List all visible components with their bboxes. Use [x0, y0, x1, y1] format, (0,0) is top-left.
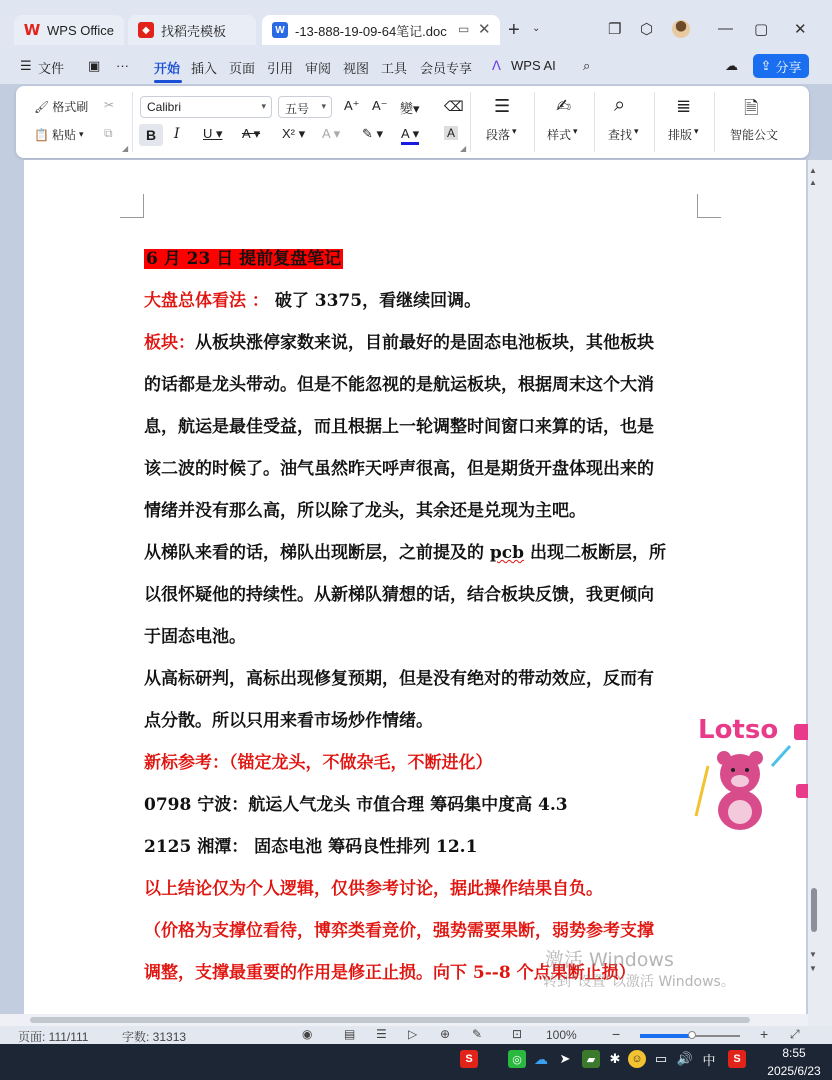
close-window-icon[interactable]: ✕ — [794, 21, 807, 38]
fullscreen-icon[interactable]: ⤢ — [790, 1027, 800, 1041]
text-line: 以很怀疑他的持续性。从新梯队猜想的话，结合板块反馈，我更倾向 — [144, 585, 654, 605]
styles-icon: ✍ — [556, 96, 572, 116]
page-view-icon[interactable]: ▤ — [344, 1027, 356, 1041]
grow-font-icon[interactable]: A⁺ — [344, 98, 360, 113]
ladder-text: 出现二板断层，所 — [524, 543, 666, 563]
menu-member[interactable]: 会员专享 — [420, 61, 473, 76]
font-color-icon[interactable]: A ▾ — [401, 126, 419, 145]
format-painter-button[interactable] — [34, 98, 88, 115]
layout-label: 排版 — [668, 128, 693, 142]
fit-icon[interactable]: ⊡ — [512, 1027, 523, 1041]
menu-view[interactable]: 视图 — [343, 61, 370, 76]
paragraph-label: 段落 — [486, 128, 511, 142]
page-up-icon[interactable]: ▲ — [809, 178, 817, 187]
highlight-icon[interactable]: ✎ ▾ — [362, 126, 384, 141]
font-size: 五号 — [285, 102, 310, 116]
eye-icon[interactable]: ◉ — [302, 1027, 313, 1041]
avatar[interactable] — [672, 20, 690, 38]
text-line: 从高标研判，高标出现修复预期，但是没有绝对的带动效应，反而有 — [144, 669, 654, 689]
ladder-line — [144, 532, 704, 574]
margin-corner-left — [120, 194, 144, 218]
brush-icon: 🖌 — [34, 99, 50, 114]
share-label: 分享 — [775, 59, 802, 75]
find-label: 查找 — [608, 128, 633, 142]
sector-label: 板块： — [144, 333, 195, 353]
scroll-thumb[interactable] — [811, 888, 817, 932]
stock-line: 0798 宁波：航运人气龙头 市值合理 筹码集中度高 4.3 — [144, 795, 568, 815]
paste-button[interactable]: 📋 粘贴 ▾ — [34, 127, 84, 142]
volume-icon[interactable]: 🔊 — [676, 1051, 694, 1066]
tab-template[interactable] — [128, 15, 256, 45]
zoom-slider-knob[interactable] — [688, 1031, 696, 1039]
sector-text: 从板块涨停家数来说，目前最好的是固态电池板块，其他板块 — [195, 333, 654, 353]
smart-doc-icon: 🗎 — [744, 98, 759, 118]
shrink-font-icon[interactable]: A⁻ — [372, 98, 388, 113]
network-icon[interactable]: ▭ — [654, 1051, 668, 1066]
page-indicator[interactable]: 页面: 111/111 — [18, 1030, 89, 1044]
bold-button[interactable]: B — [139, 124, 163, 146]
active-tab-indicator — [154, 80, 182, 83]
zoom-level[interactable]: 100% — [546, 1028, 577, 1042]
sector-line — [144, 322, 704, 364]
ribbon-toolbar: 🖌 格式刷 ✂ 📋 粘贴 ▾ ⧉ ◢ Calibri ▾ 五号 ▾ A⁺ A⁻ 變▾ ⌫ B I U ▾ A ▾ X² ▾ A ▾ ✎ ▾ A ▾ A ◢ ☰ 段落 ▾ ✍ 样式 ▾ ⌕ 查找 ▾ ≣ 排版 ▾ 🗎 智能公文 — [16, 86, 809, 158]
page-down-icon[interactable]: ▼ — [809, 964, 817, 973]
expand-icon[interactable]: ◢ — [460, 144, 467, 153]
text-effect-icon[interactable]: A ▾ — [322, 126, 341, 141]
menu-bar — [0, 48, 832, 84]
italic-button[interactable]: I — [174, 126, 180, 142]
font-name: Calibri — [147, 100, 182, 114]
share-icon: ⇪ — [760, 58, 772, 73]
layout-icon: ≣ — [676, 96, 692, 116]
menu-insert[interactable]: 插入 — [191, 61, 218, 76]
lotso-sticker[interactable] — [690, 706, 810, 836]
tab-label: -13-888-19-09-64笔记.doc — [295, 23, 447, 39]
activation-watermark: 激活 Windows — [545, 949, 674, 971]
disclaimer: 以上结论仅为个人逻辑，仅供参考讨论，据此操作结果自负。 — [144, 879, 603, 899]
chevron-down-icon: ▾ — [321, 101, 326, 111]
ime-indicator[interactable]: 中 — [702, 1052, 716, 1068]
text-line: 息，航运是最佳受益，而且根据上一轮调整时间窗口来算的话，也是 — [144, 417, 654, 437]
close-tab-icon[interactable]: ✕ — [478, 21, 491, 38]
minimize-icon[interactable]: — — [718, 20, 733, 37]
zoom-slider-fill — [640, 1034, 692, 1038]
web-view-icon[interactable]: ⊕ — [440, 1027, 451, 1041]
search-icon[interactable]: ⌕ — [583, 58, 591, 73]
wps-taskbar-icon[interactable]: S — [460, 1050, 478, 1068]
menu-home[interactable]: 开始 — [154, 61, 181, 76]
document-body[interactable] — [144, 238, 704, 994]
maximize-icon[interactable]: ▢ — [754, 21, 769, 38]
char-shading-icon[interactable]: A — [444, 126, 458, 140]
tab-label: 找稻壳模板 — [161, 23, 227, 39]
menu-wps-ai[interactable]: WPS AI — [511, 58, 556, 73]
tab-document[interactable] — [262, 15, 500, 45]
scroll-down-icon[interactable]: ▼ — [809, 950, 817, 959]
underline-button[interactable]: U ▾ — [203, 126, 223, 141]
wps-ai-icon: ᐱ — [492, 58, 501, 73]
expand-icon[interactable]: ◢ — [122, 144, 129, 153]
sticker-text: Lotso — [698, 715, 779, 745]
cube-icon[interactable]: ⬡ — [640, 21, 654, 38]
magnifier-icon: ⌕ — [614, 94, 626, 116]
menu-tools[interactable]: 工具 — [381, 61, 408, 76]
margin-corner-right — [697, 194, 721, 218]
wps-logo-icon: W — [23, 21, 41, 39]
clipboard-icon: 📋 — [34, 127, 49, 142]
sogou-icon[interactable]: S — [728, 1050, 746, 1068]
divider — [594, 92, 595, 152]
system-clock[interactable] — [756, 1044, 832, 1080]
phonetic-icon[interactable]: 變▾ — [400, 101, 420, 116]
divider — [470, 92, 471, 152]
market-line — [144, 280, 704, 322]
menu-file[interactable]: 文件 — [38, 61, 65, 76]
new-tab-icon[interactable]: + — [508, 19, 520, 41]
font-size-select[interactable] — [278, 96, 332, 118]
window-icon[interactable]: ▭ — [458, 22, 470, 36]
cut-icon[interactable]: ✂ — [104, 98, 115, 112]
play-icon[interactable]: ▷ — [408, 1027, 418, 1041]
menu-review[interactable]: 审阅 — [305, 61, 332, 76]
font-family-select[interactable] — [140, 96, 272, 118]
bluetooth-icon[interactable]: ✱ — [609, 1051, 621, 1066]
outline-view-icon[interactable]: ☰ — [376, 1027, 387, 1041]
cloud-icon[interactable]: ☁ — [534, 1050, 548, 1067]
eraser-icon[interactable]: ⌫ — [444, 98, 464, 114]
text-line: 情绪并没有那么高，所以除了龙头，其余还是兑现为主吧。 — [144, 501, 586, 521]
share-button[interactable] — [753, 54, 809, 78]
save-icon[interactable]: ▣ — [88, 58, 101, 73]
note-line: 调整，支撑最重要的作用是修正止损。向下 5--8 个点果断止损） — [144, 963, 636, 983]
nvidia-icon[interactable]: ▰ — [582, 1050, 600, 1068]
paragraph-icon: ☰ — [494, 96, 511, 116]
stock-line: 2125 湘潭： 固态电池 筹码良性排列 12.1 — [144, 837, 478, 857]
text-line: 点分散。所以只用来看市场炒作情绪。 — [144, 711, 433, 731]
styles-label: 样式 — [547, 128, 572, 142]
pen-icon[interactable]: ✎ — [472, 1027, 483, 1041]
activation-watermark-sub: 转到"设置"以激活 Windows。 — [543, 974, 735, 990]
cursor-icon[interactable]: ➤ — [559, 1051, 571, 1066]
chevron-down-icon[interactable]: ⌄ — [532, 23, 541, 34]
market-text: 破了 3375，看继续回调。 — [274, 291, 482, 311]
divider — [132, 92, 133, 152]
text-line: 于固态电池。 — [144, 627, 246, 647]
scroll-up-icon[interactable]: ▲ — [809, 166, 817, 175]
doc-title: 6 月 23 日 提前复盘笔记 — [146, 249, 342, 269]
market-label: 大盘总体看法 ： — [144, 291, 269, 311]
ladder-text: 从梯队来看的话，梯队出现断层，之前提及的 — [144, 543, 490, 563]
more-icon[interactable]: ··· — [116, 58, 129, 73]
word-doc-icon: W — [272, 22, 288, 38]
copy-icon[interactable]: ⧉ — [104, 126, 113, 140]
daoke-icon: ◆ — [138, 22, 154, 38]
ref-title: 新标参考：（锚定龙头，不做杂毛，不断进化） — [144, 753, 493, 773]
divider — [534, 92, 535, 152]
qq-icon[interactable]: ☺ — [628, 1050, 646, 1068]
format-painter-label: 格式刷 — [52, 100, 89, 114]
divider — [714, 92, 715, 152]
strikethrough-button[interactable]: A ▾ — [242, 126, 261, 141]
menu-reference[interactable]: 引用 — [267, 61, 294, 76]
menu-page[interactable]: 页面 — [229, 61, 256, 76]
hamburger-icon[interactable]: ☰ — [20, 58, 32, 73]
doc-title-line — [144, 238, 704, 280]
word-count[interactable]: 字数: 31313 — [122, 1030, 187, 1044]
text-line: 该二波的时候了。油气虽然昨天呼声很高，但是期货开盘体现出来的 — [144, 459, 654, 479]
horizontal-scroll-thumb[interactable] — [30, 1017, 750, 1023]
clock-date: 2025/6/23 — [767, 1064, 821, 1078]
zoom-in-icon[interactable]: + — [760, 1026, 769, 1042]
superscript-button[interactable]: X² ▾ — [282, 126, 306, 141]
tab-wps-office[interactable] — [14, 15, 124, 45]
note-line: （价格为支撑位看待，博弈类看竞价，强势需要果断，弱势参考支撑 — [144, 921, 654, 941]
divider — [654, 92, 655, 152]
wechat-icon[interactable]: ◎ — [508, 1050, 526, 1068]
cloud-upload-icon[interactable]: ☁ — [725, 58, 738, 73]
spellcheck-word: pcb — [489, 543, 525, 563]
restore-windows-icon[interactable]: ❐ — [608, 21, 622, 38]
text-line: 的话都是龙头带动。但是不能忽视的是航运板块，根据周末这个大消 — [144, 375, 654, 395]
smart-doc-label: 智能公文 — [730, 128, 779, 142]
chevron-down-icon: ▾ — [261, 101, 266, 111]
tab-bar — [0, 0, 832, 48]
paste-label: 粘贴 — [51, 128, 76, 142]
clock-time: 8:55 — [782, 1046, 806, 1060]
tab-label: WPS Office — [47, 22, 114, 38]
zoom-out-icon[interactable]: − — [612, 1026, 621, 1042]
